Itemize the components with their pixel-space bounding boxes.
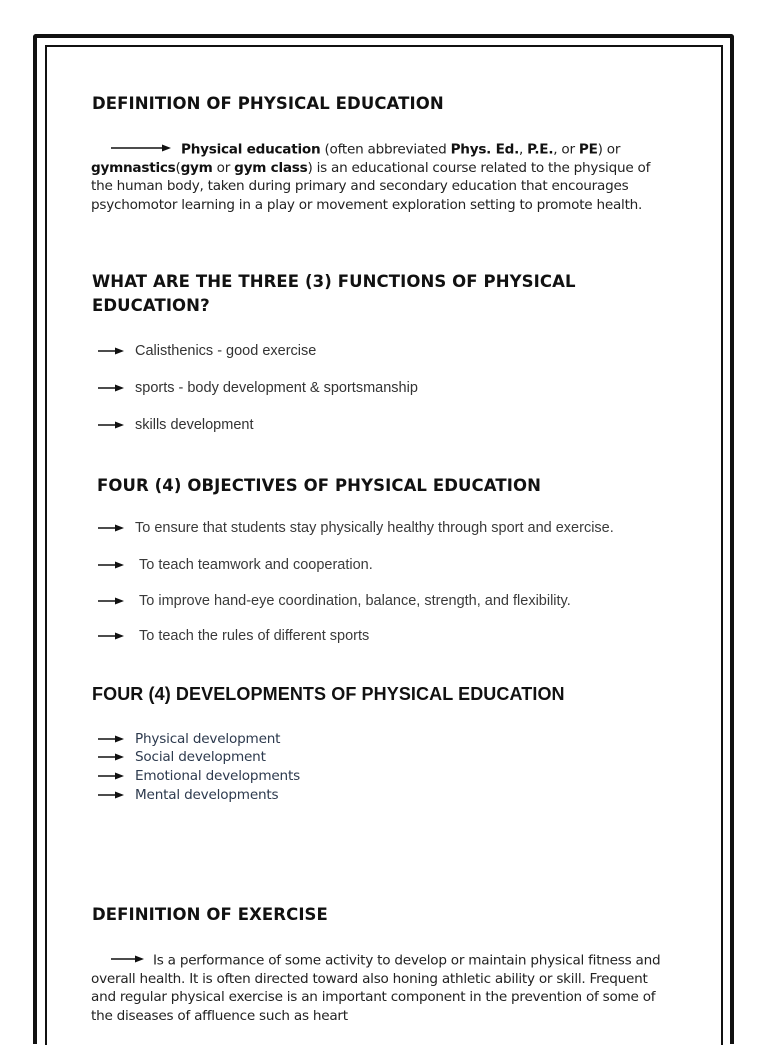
arrow-icon [98,771,125,781]
arrow-icon [98,631,125,641]
text-fragment: , or [553,141,579,158]
heading-developments: FOUR (4) DEVELOPMENTS OF PHYSICAL EDUCATION [92,684,565,704]
term-pe-dotted: P.E. [527,141,554,158]
term-phys-ed: Phys. Ed. [450,141,519,158]
term-gymnastics: gymnastics [91,159,176,176]
heading-objectives: FOUR (4) OBJECTIVES OF PHYSICAL EDUCATION [97,476,541,495]
arrow-icon [98,790,125,800]
term-gym-class: gym class [234,159,308,176]
list-item-text: To ensure that students stay physically healthy through sport and exercise. [135,520,614,536]
arrow-icon [98,420,125,430]
arrow-icon [98,560,125,570]
list-item-objective-4 [98,628,369,644]
list-item-development-3 [98,767,300,786]
list-item-text: Calisthenics - good exercise [135,343,317,359]
arrow-icon [98,383,125,393]
text-fragment: ) is an educational course related to the physique of the human body, taken during primary and secondary education that encourages psychomotor learning in a play or movement exploration setting to promote health. [91,159,651,213]
term-gym: gym [180,159,213,176]
list-item-function-3 [98,417,253,433]
heading-definition-exercise: DEFINITION OF EXERCISE [92,905,328,924]
arrow-icon [91,951,153,970]
arrow-icon [98,734,125,744]
definition-exercise-paragraph [91,951,661,1025]
list-item-development-2 [98,748,266,767]
list-item-text: Emotional developments [135,768,300,784]
arrow-icon [98,596,125,606]
list-item-text: Physical development [135,731,281,747]
heading-definition-pe: DEFINITION OF PHYSICAL EDUCATION [92,94,444,113]
text-fragment: (often abbreviated [320,141,451,158]
list-item-objective-3 [98,593,571,609]
arrow-icon [98,346,125,356]
exercise-definition-text: Is a performance of some activity to develop or maintain physical fitness and overall health. It is often directed toward also honing athletic ability or skill. Frequent and regular physical exercise is an important component in the prevention of some of the diseases of affluence such as heart [91,952,661,1024]
arrow-icon [98,752,125,762]
arrow-icon [91,140,181,159]
list-item-text: Social development [135,749,266,765]
list-item-text: sports - body development & sportsmanship [135,380,418,396]
list-item-text: To teach the rules of different sports [139,628,370,644]
list-item-function-1 [98,343,316,359]
list-item-text: To improve hand-eye coordination, balance, strength, and flexibility. [139,593,571,609]
text-fragment: or [212,159,235,176]
list-item-objective-2 [98,557,373,573]
list-item-function-2 [98,380,418,396]
heading-functions: WHAT ARE THE THREE (3) FUNCTIONS OF PHYSICAL EDUCATION? [92,272,576,315]
text-fragment: ( [175,159,181,176]
term-physical-education: Physical education [181,141,321,158]
text-fragment: ) or [597,141,621,158]
list-item-development-1 [98,730,280,749]
list-item-development-4 [98,786,278,805]
term-pe: PE [578,141,598,158]
list-item-text: Mental developments [135,787,279,803]
list-item-text: skills development [135,417,254,433]
list-item-objective-1 [98,520,614,536]
arrow-icon [98,523,125,533]
definition-pe-paragraph [91,140,651,214]
text-fragment: , [519,141,528,158]
list-item-text: To teach teamwork and cooperation. [139,557,373,573]
